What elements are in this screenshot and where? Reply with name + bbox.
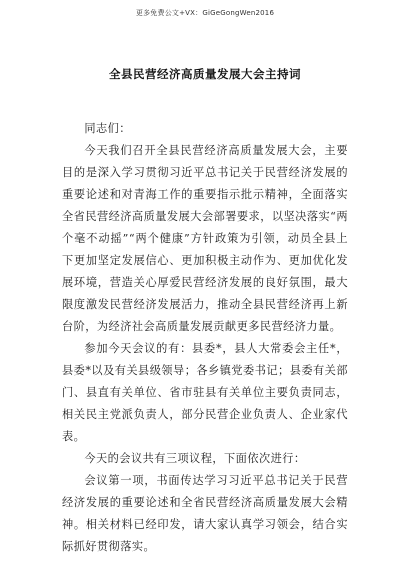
- document-body: [62, 118, 348, 558]
- header-note: 更多免费公文+VX：GiGeGongWen2016: [135, 9, 275, 17]
- paragraph-agenda-intro: 今天的会议共有三项议程，下面依次进行：: [84, 452, 306, 465]
- paragraph-agenda-item-1: 会议第一项，书面传达学习习近平总书记关于民营经济发展的重要论述和全省民营经济高质量发展大会精神。相关材料已经印发，请大家认真学习领会，结合实际抓好贯彻落实。: [62, 474, 348, 553]
- paragraph-opening: 今天我们召开全县民营经济高质量发展大会，主要目的是深入学习贯彻习近平总书记关于民营经济发展的重要论述和对青海工作的重要指示批示精神，全面落实全省民营经济高质量发展大会部署要求，以坚决落实“两个毫不动摇”“两个健康”方针政策为引领，动员全县上下更加坚定发展信心、更加积极主动作为、更加优化发展环境，营造关心厚爱民营经济发展的良好氛围，最大限度激发民营经济发展活力，推动全县民营经济再上新台阶，为经济社会高质量发展贡献更多民营经济力量。: [62, 144, 348, 333]
- paragraph-attendees: 参加今天会议的有：县委*，县人大常委会主任*，县委*以及有关县级领导；各乡镇党委书记；县委有关部门、县直有关单位、省市驻县有关单位主要负责同志，相关民主党派负责人，部分民营企业负责人、企业家代表。: [62, 342, 348, 443]
- document-title: 全县民营经济高质量发展大会主持词: [109, 67, 301, 81]
- salutation: 同志们：: [84, 122, 131, 135]
